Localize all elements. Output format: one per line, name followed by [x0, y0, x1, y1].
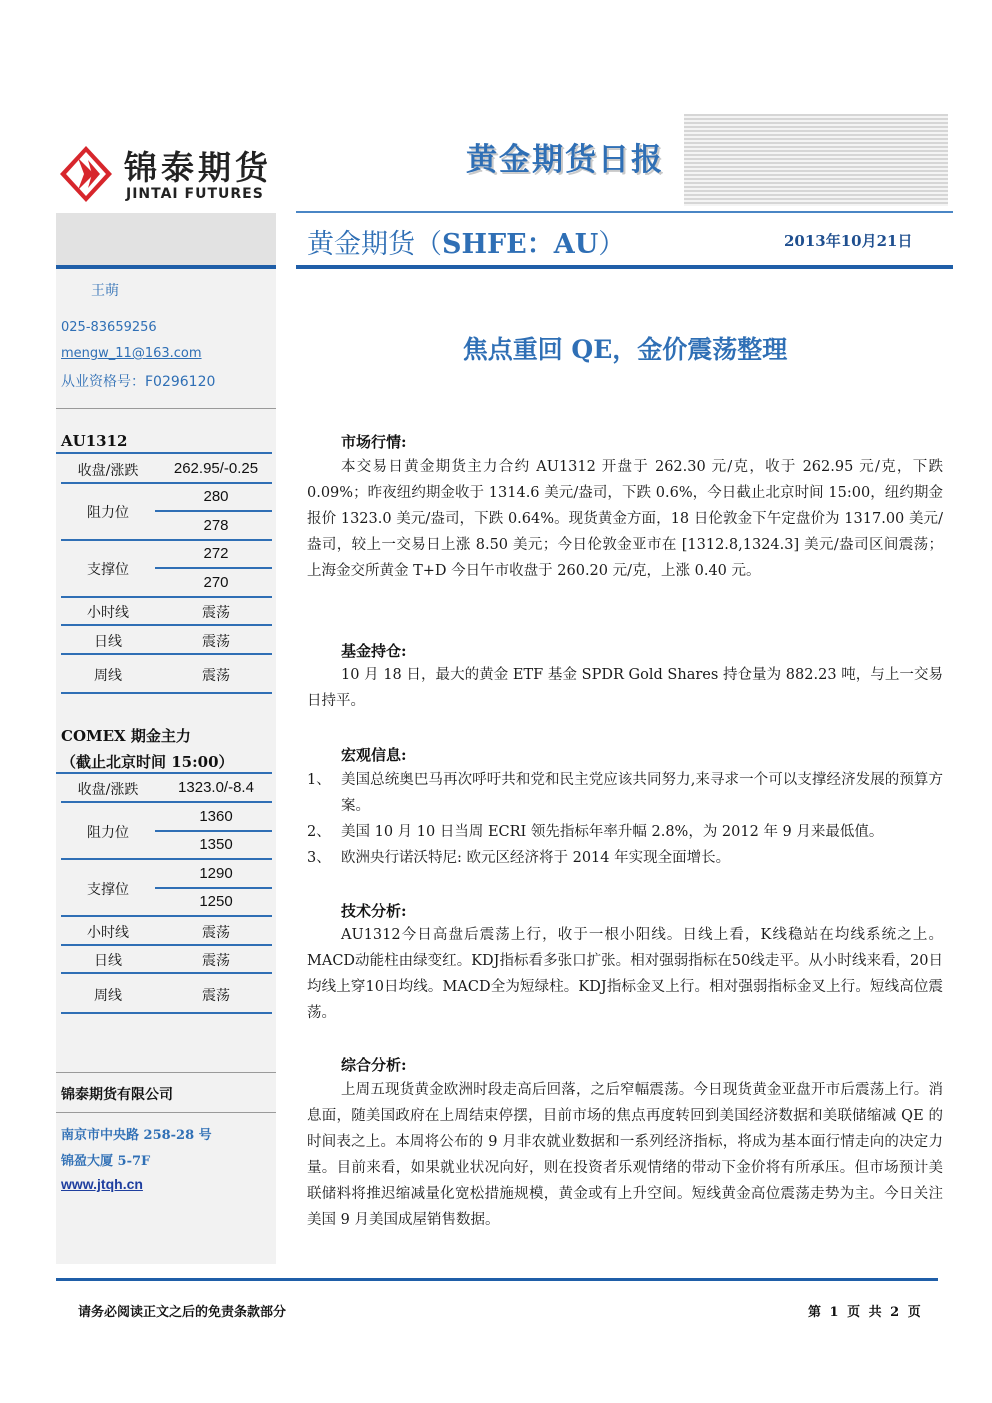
- comex-table-title: COMEX 期金主力: [61, 727, 191, 745]
- analyst-name: 王萌: [91, 283, 119, 299]
- support-value: 270: [203, 574, 229, 591]
- summary-paragraph: 上周五现货黄金欧洲时段走高后回落，之后窄幅震荡。今日现货黄金亚盘开市后震荡上行。消息面，随美国政府在上周结束停摆，目前市场的焦点再度转回到美国经济数据和美联储缩减 QE 的时间表之上。本周将公布的 9 月非农就业数据和一系列经济指标，将成为基本面行情走向的决定力量。目前来看，如果就业状况向好，则在投资者乐观情绪的带动下金价将有所承压。但市场预计美联储料将推迟缩减量化宽松措施规模，黄金或有上升空间。短线黄金高位震荡走势为主。今日关注美国 9 月美国成屋销售数据。: [307, 1082, 943, 1228]
- summary-heading: 综合分析:: [341, 1056, 407, 1074]
- table-rule: [61, 1012, 272, 1014]
- close-value: 1323.0/-8.4: [178, 779, 254, 796]
- table-rule: [155, 887, 272, 889]
- table-rule: [61, 692, 272, 694]
- list-number: 2、: [307, 824, 331, 840]
- close-label: 收盘/涨跌: [77, 782, 139, 798]
- table-rule: [155, 830, 272, 832]
- daily-value: 震荡: [202, 953, 230, 969]
- company-address-line-1: 南京市中央路 258-28 号: [61, 1128, 212, 1143]
- macro-list-item: [307, 767, 943, 819]
- support-label: 支撑位: [87, 882, 129, 898]
- technical-heading: 技术分析:: [341, 902, 407, 920]
- weekly-label: 周线: [94, 988, 122, 1004]
- daily-label: 日线: [94, 634, 122, 650]
- table-rule: [61, 653, 272, 655]
- table-rule: [61, 801, 272, 803]
- list-text: 美国 10 月 10 日当周 ECRI 领先指标年率升幅 2.8%，为 2012 年 9 月来最低值。: [341, 824, 884, 840]
- weekly-value: 震荡: [202, 988, 230, 1004]
- list-number: 3、: [307, 850, 331, 866]
- table-rule: [155, 510, 272, 512]
- fund-paragraph: 10 月 18 日，最大的黄金 ETF 基金 SPDR Gold Shares 持仓量为 882.23 吨，与上一交易日持平。: [307, 667, 943, 709]
- jintai-logo-icon: [58, 144, 114, 204]
- support-label: 支撑位: [87, 562, 129, 578]
- daily-value: 震荡: [202, 634, 230, 650]
- page-number: 第 1 页 共 2 页: [808, 1305, 921, 1320]
- table-rule: [56, 452, 272, 454]
- table-rule: [61, 944, 272, 946]
- weekly-value: 震荡: [202, 668, 230, 684]
- daily-label: 日线: [94, 953, 122, 969]
- resistance-value: 1350: [199, 836, 233, 853]
- logo-chinese-name: 锦泰期货: [124, 148, 272, 187]
- comex-table-subtitle: （截止北京时间 15:00）: [61, 753, 234, 771]
- close-value: 262.95/-0.25: [173, 460, 259, 477]
- hourly-value: 震荡: [202, 925, 230, 941]
- support-value: 272: [203, 545, 229, 562]
- resistance-value: 278: [203, 517, 229, 534]
- footer-rule: [56, 1278, 938, 1281]
- company-website-link[interactable]: www.jtqh.cn: [61, 1176, 143, 1192]
- support-value: 1250: [199, 893, 233, 910]
- section-divider: [56, 1112, 276, 1113]
- resistance-label: 阻力位: [87, 505, 129, 521]
- table-rule: [155, 567, 272, 569]
- sidebar-divider: [56, 265, 276, 269]
- resistance-value: 1360: [199, 808, 233, 825]
- table-rule: [61, 972, 272, 974]
- section-divider: [56, 408, 276, 409]
- company-logo: [58, 140, 278, 206]
- support-value: 1290: [199, 865, 233, 882]
- market-heading: 市场行情:: [341, 433, 407, 451]
- market-paragraph: 本交易日黄金期货主力合约 AU1312 开盘于 262.30 元/克，收于 262.95 元/克，下跌 0.09%；昨夜纽约期金收于 1314.6 美元/盎司，下跌 0.6%，今日截止北京时间 15:00，纽约期金报价 1323.0 美元/盎司，下跌 0.64%。现货黄金方面，18 日伦敦金下午定盘价为 1317.00 美元/盎司，较上一交易日上涨 8.50 美元；今日伦敦金亚市在 [1312.8,1324.3] 美元/盎司区间震荡；上海金交所黄金 T+D 今日午市收盘于 260.20 元/克，上涨 0.40 元。: [307, 459, 943, 579]
- company-address-line-2: 锦盈大厦 5-7F: [61, 1154, 151, 1169]
- macro-list-item: [307, 819, 943, 845]
- table-rule: [61, 482, 272, 484]
- product-title: 黄金期货（SHFE：AU）: [307, 229, 626, 260]
- hourly-label: 小时线: [87, 605, 129, 621]
- technical-paragraph: AU1312今日高盘后震荡上行，收于一根小阳线。日线上看，K线稳站在均线系统之上。MACD动能柱由绿变红。KDJ指标看多张口扩张。相对强弱指标在50线走平。从小时线来看，20日均线上穿10日均线。MACD全为短绿柱。KDJ指标金叉上行。相对强弱指标金叉上行。短线高位震荡。: [307, 927, 943, 1021]
- table-rule: [61, 915, 272, 917]
- license-number: 从业资格号：F0296120: [61, 374, 216, 390]
- hourly-value: 震荡: [202, 605, 230, 621]
- list-text: 欧洲央行诺沃特尼: 欧元区经济将于 2014 年实现全面增长。: [341, 850, 731, 866]
- report-date: 2013年10月21日: [784, 232, 913, 250]
- analyst-phone: 025-83659256: [61, 320, 157, 335]
- analyst-email-link[interactable]: mengw_11@163.com: [61, 346, 202, 361]
- header-divider: [296, 211, 953, 213]
- header-rule: [296, 265, 953, 269]
- table-rule: [56, 772, 272, 774]
- close-label: 收盘/涨跌: [77, 463, 139, 479]
- header-decoration: [684, 114, 948, 206]
- section-divider: [56, 1072, 276, 1073]
- fund-heading: 基金持仓:: [341, 642, 407, 660]
- hourly-label: 小时线: [87, 925, 129, 941]
- table-rule: [61, 624, 272, 626]
- company-name: 锦泰期货有限公司: [61, 1087, 173, 1103]
- list-text: 美国总统奥巴马再次呼吁共和党和民主党应该共同努力,来寻求一个可以支撑经济发展的预算方案。: [341, 772, 943, 814]
- table-rule: [61, 858, 272, 860]
- macro-list-item: [307, 845, 943, 871]
- sidebar-header: [56, 213, 276, 269]
- report-title: 黄金期货日报: [466, 142, 664, 178]
- resistance-label: 阻力位: [87, 825, 129, 841]
- resistance-value: 280: [203, 488, 229, 505]
- table-rule: [61, 539, 272, 541]
- logo-english-name: JINTAI FUTURES: [126, 186, 264, 202]
- list-number: 1、: [307, 772, 331, 788]
- macro-heading: 宏观信息:: [341, 746, 407, 764]
- table-rule: [61, 596, 272, 598]
- article-headline: 焦点重回 QE，金价震荡整理: [462, 335, 788, 364]
- weekly-label: 周线: [94, 668, 122, 684]
- au-table-title: AU1312: [61, 432, 128, 450]
- footer-disclaimer: 请务必阅读正文之后的免责条款部分: [78, 1305, 287, 1320]
